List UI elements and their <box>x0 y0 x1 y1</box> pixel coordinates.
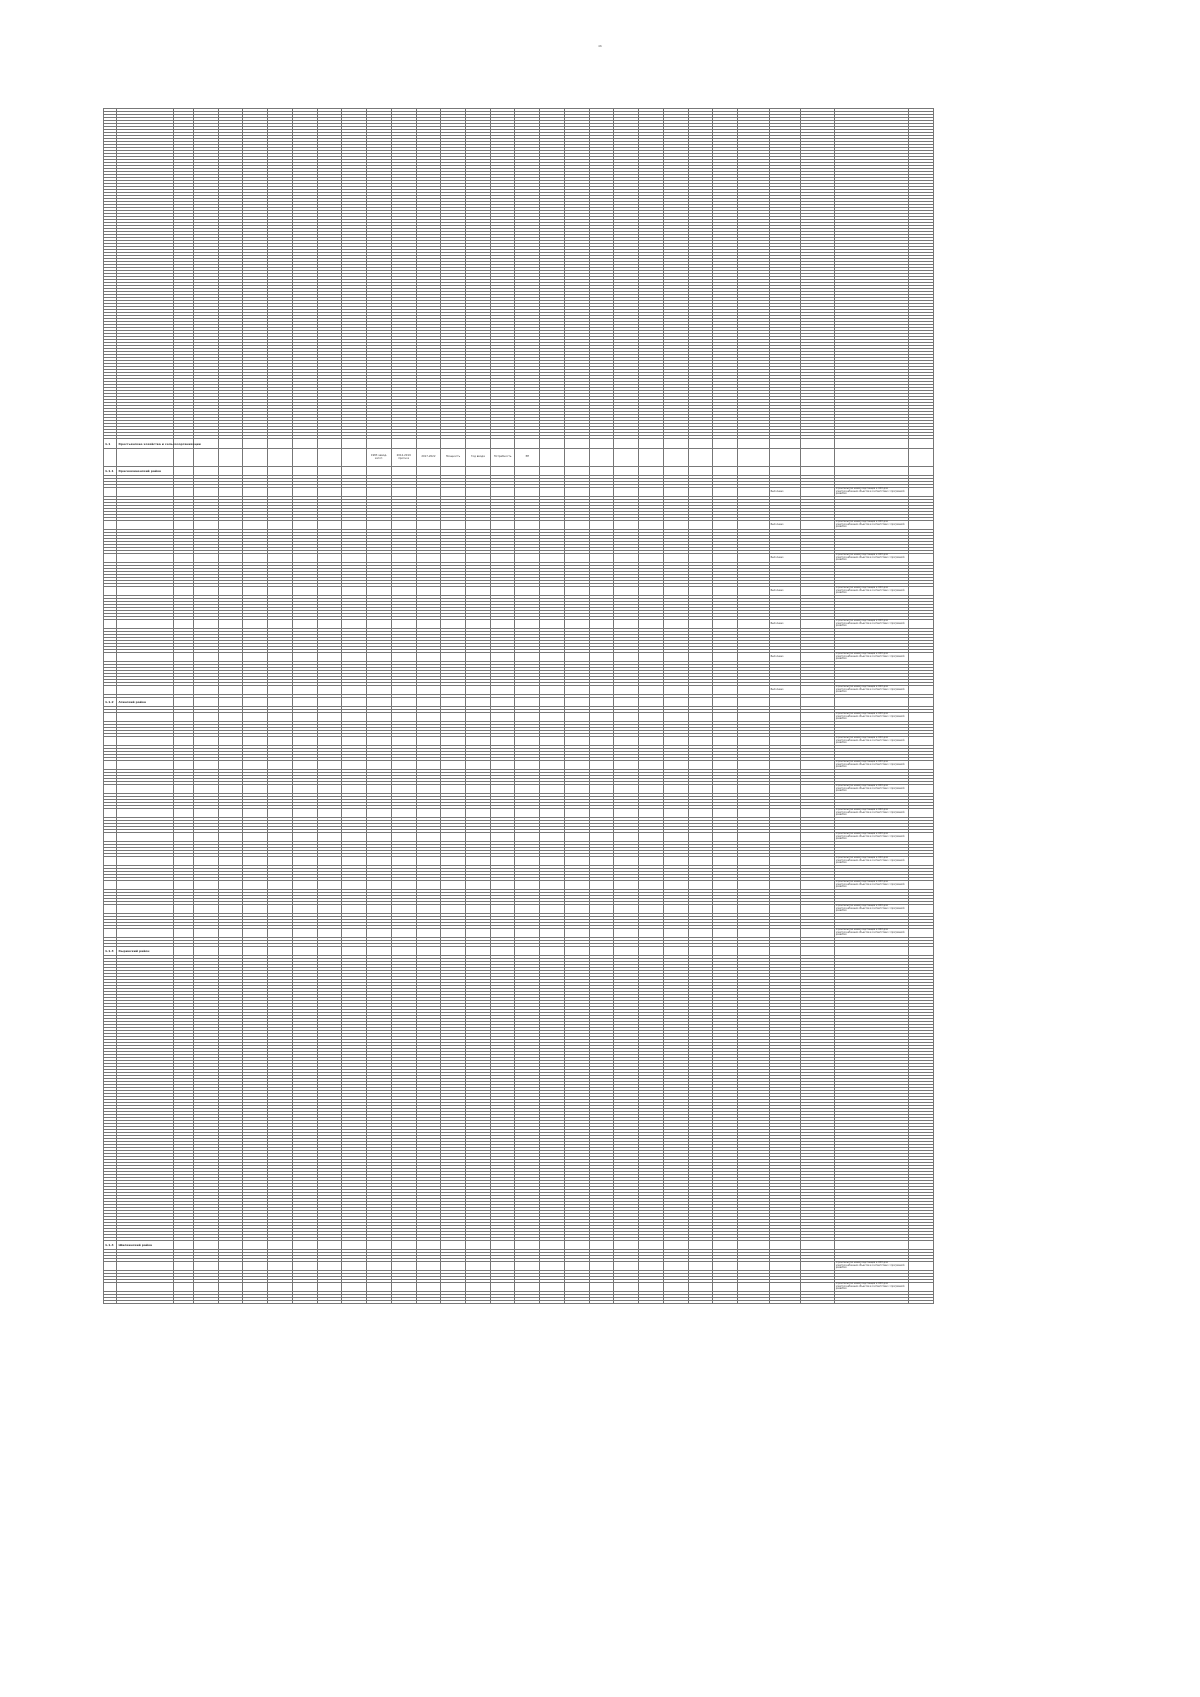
table-cell <box>268 620 293 629</box>
table-cell <box>614 488 639 497</box>
table-cell <box>268 439 293 449</box>
table-cell <box>268 467 293 476</box>
table-cell: Мощность <box>441 449 466 467</box>
table-cell <box>218 449 243 467</box>
table-cell: 2017-2022 <box>416 449 441 467</box>
table-cell <box>909 620 934 629</box>
table-cell <box>515 488 540 497</box>
table-cell <box>909 521 934 530</box>
table-cell <box>243 449 268 467</box>
table-cell <box>416 467 441 476</box>
table-cell: Краснокаменский район <box>117 467 173 476</box>
table-cell: Выполнено <box>769 620 800 629</box>
table-cell <box>441 554 466 563</box>
table-cell <box>738 587 769 596</box>
table-cell <box>218 439 243 449</box>
table-cell <box>614 587 639 596</box>
table-cell <box>367 439 392 449</box>
table-cell <box>540 439 565 449</box>
table-cell <box>834 439 908 449</box>
table-cell <box>515 620 540 629</box>
table-cell: Строительство новой подстанции и ЛЭП для электроснабжения объектов в соответствии с программой развития <box>834 587 908 596</box>
table-cell <box>801 620 835 629</box>
table-cell <box>342 620 367 629</box>
table-cell <box>713 488 738 497</box>
table-cell <box>639 467 664 476</box>
table-cell <box>713 439 738 449</box>
table-cell <box>688 467 713 476</box>
table-cell <box>173 587 193 596</box>
table-cell <box>738 467 769 476</box>
table-cell <box>342 587 367 596</box>
table-cell <box>688 554 713 563</box>
table-cell <box>292 449 317 467</box>
table-cell <box>292 488 317 497</box>
table-cell <box>614 439 639 449</box>
table-cell <box>614 554 639 563</box>
table-cell <box>193 521 218 530</box>
table-cell <box>466 587 491 596</box>
section-row <box>104 439 934 449</box>
table-cell <box>614 521 639 530</box>
table-cell <box>466 620 491 629</box>
table-cell <box>173 620 193 629</box>
table-cell <box>540 554 565 563</box>
table-cell <box>416 554 441 563</box>
table-cell <box>466 554 491 563</box>
table-cell: Выполнено <box>769 521 800 530</box>
table-cell <box>515 467 540 476</box>
table-cell <box>416 620 441 629</box>
table-cell <box>564 620 589 629</box>
spreadsheet-table <box>103 108 934 1686</box>
table-cell <box>416 587 441 596</box>
table-cell <box>268 554 293 563</box>
table-cell <box>391 554 416 563</box>
data-table <box>103 108 934 1304</box>
table-cell: Строительство новой подстанции и ЛЭП для электроснабжения объектов в соответствии с программой развития <box>834 554 908 563</box>
table-cell <box>490 488 515 497</box>
table-cell <box>193 620 218 629</box>
table-cell <box>367 587 392 596</box>
table-cell <box>663 467 688 476</box>
table-cell <box>466 439 491 449</box>
table-cell <box>104 488 117 497</box>
table-cell <box>104 554 117 563</box>
table-cell: Выполнено <box>769 554 800 563</box>
table-cell <box>589 620 614 629</box>
table-cell <box>317 439 342 449</box>
table-cell <box>317 521 342 530</box>
table-cell <box>193 467 218 476</box>
table-cell <box>713 449 738 467</box>
table-cell <box>801 467 835 476</box>
table-cell <box>490 587 515 596</box>
table-cell <box>663 521 688 530</box>
table-cell <box>391 488 416 497</box>
table-cell <box>663 554 688 563</box>
table-cell <box>639 620 664 629</box>
table-cell <box>173 488 193 497</box>
table-cell <box>688 620 713 629</box>
table-cell <box>589 439 614 449</box>
table-cell <box>834 467 908 476</box>
table-cell <box>688 587 713 596</box>
table-cell <box>243 467 268 476</box>
table-cell <box>193 488 218 497</box>
table-cell <box>391 587 416 596</box>
table-cell: 1.1.1 <box>104 467 117 476</box>
table-cell <box>268 488 293 497</box>
table-cell <box>801 488 835 497</box>
table-cell <box>589 521 614 530</box>
table-cell: Строительство новой подстанции и ЛЭП для электроснабжения объектов в соответствии с программой развития <box>834 620 908 629</box>
table-cell <box>564 521 589 530</box>
table-cell: Выполнено <box>769 587 800 596</box>
table-cell <box>292 467 317 476</box>
table-cell <box>342 521 367 530</box>
table-cell <box>490 521 515 530</box>
table-row <box>104 488 934 497</box>
table-cell <box>466 488 491 497</box>
table-cell <box>104 521 117 530</box>
table-cell <box>117 554 173 563</box>
table-cell: 2014-2019 прогноз <box>391 449 416 467</box>
table-cell <box>801 449 835 467</box>
table-cell <box>292 587 317 596</box>
table-cell <box>193 587 218 596</box>
table-cell <box>713 467 738 476</box>
table-cell <box>614 449 639 467</box>
table-cell <box>218 554 243 563</box>
table-cell <box>490 467 515 476</box>
table-cell <box>738 439 769 449</box>
table-cell <box>342 488 367 497</box>
table-cell <box>441 488 466 497</box>
table-cell <box>769 449 800 467</box>
table-cell <box>639 587 664 596</box>
table-cell <box>342 554 367 563</box>
table-cell <box>104 449 117 467</box>
table-cell <box>801 439 835 449</box>
table-cell: Крестьянские хозяйства и сельхозорганизации <box>117 439 173 449</box>
table-cell: 1983 завод-изгот. <box>367 449 392 467</box>
table-cell <box>104 620 117 629</box>
table-cell <box>367 620 392 629</box>
table-cell <box>801 521 835 530</box>
table-cell <box>218 620 243 629</box>
table-cell <box>117 488 173 497</box>
table-cell <box>589 449 614 467</box>
table-cell <box>342 449 367 467</box>
table-cell <box>713 554 738 563</box>
table-cell <box>117 449 173 467</box>
table-cell <box>564 554 589 563</box>
table-cell <box>769 439 800 449</box>
table-cell <box>342 439 367 449</box>
table-cell <box>317 620 342 629</box>
table-cell <box>540 449 565 467</box>
table-cell: Строительство новой подстанции и ЛЭП для электроснабжения объектов в соответствии с программой развития <box>834 521 908 530</box>
table-cell <box>564 439 589 449</box>
table-cell <box>218 587 243 596</box>
table-cell <box>342 467 367 476</box>
table-cell <box>663 449 688 467</box>
table-cell <box>801 587 835 596</box>
table-cell <box>909 439 934 449</box>
table-cell <box>441 467 466 476</box>
table-cell <box>117 521 173 530</box>
table-cell <box>367 467 392 476</box>
table-cell <box>268 521 293 530</box>
table-cell <box>614 467 639 476</box>
table-cell <box>441 587 466 596</box>
table-cell <box>713 587 738 596</box>
table-cell <box>441 620 466 629</box>
table-cell <box>243 587 268 596</box>
table-cell <box>173 449 193 467</box>
table-cell <box>540 467 565 476</box>
table-cell <box>909 467 934 476</box>
table-cell <box>218 488 243 497</box>
table-cell <box>738 554 769 563</box>
table-cell <box>317 488 342 497</box>
table-cell <box>589 554 614 563</box>
table-cell <box>540 521 565 530</box>
table-cell <box>589 587 614 596</box>
table-cell <box>614 620 639 629</box>
table-cell <box>639 521 664 530</box>
table-cell <box>688 521 713 530</box>
table-cell <box>639 554 664 563</box>
table-cell <box>193 449 218 467</box>
table-cell <box>490 554 515 563</box>
table-cell <box>688 488 713 497</box>
table-cell <box>193 554 218 563</box>
table-cell: Год ввода <box>466 449 491 467</box>
table-cell <box>292 620 317 629</box>
table-cell <box>909 449 934 467</box>
table-cell <box>218 521 243 530</box>
table-cell <box>268 587 293 596</box>
table-cell <box>589 467 614 476</box>
table-cell: Потребность <box>490 449 515 467</box>
table-cell <box>639 449 664 467</box>
table-cell <box>564 467 589 476</box>
table-cell <box>441 439 466 449</box>
table-cell <box>663 620 688 629</box>
table-cell <box>173 554 193 563</box>
table-row <box>104 521 934 530</box>
table-cell <box>243 554 268 563</box>
table-cell <box>367 554 392 563</box>
page-number: 46 <box>598 44 602 48</box>
table-cell <box>317 449 342 467</box>
table-cell <box>490 620 515 629</box>
table-cell <box>909 587 934 596</box>
table-cell <box>564 587 589 596</box>
table-cell <box>738 620 769 629</box>
table-cell <box>292 439 317 449</box>
section-row <box>104 467 934 476</box>
table-cell <box>317 467 342 476</box>
table-cell <box>515 587 540 596</box>
table-cell <box>466 467 491 476</box>
table-cell <box>769 467 800 476</box>
table-cell <box>292 521 317 530</box>
table-cell <box>416 488 441 497</box>
table-cell <box>391 620 416 629</box>
table-cell <box>243 521 268 530</box>
table-cell <box>738 449 769 467</box>
table-cell <box>416 521 441 530</box>
table-cell <box>367 521 392 530</box>
table-cell <box>663 439 688 449</box>
table-row <box>104 620 934 629</box>
table-cell <box>688 439 713 449</box>
table-cell <box>738 488 769 497</box>
table-cell <box>801 554 835 563</box>
table-cell: ЭП <box>515 449 540 467</box>
header-row <box>104 449 934 467</box>
table-cell <box>515 439 540 449</box>
table-cell: Выполнено <box>769 488 800 497</box>
table-cell <box>441 521 466 530</box>
table-cell <box>515 521 540 530</box>
table-row <box>104 554 934 563</box>
table-cell <box>173 467 193 476</box>
table-cell <box>589 488 614 497</box>
table-cell <box>540 488 565 497</box>
table-cell <box>117 620 173 629</box>
table-cell <box>391 467 416 476</box>
table-cell <box>173 521 193 530</box>
table-cell <box>564 488 589 497</box>
table-cell <box>663 587 688 596</box>
table-cell <box>243 488 268 497</box>
table-cell <box>688 449 713 467</box>
table-cell <box>391 439 416 449</box>
table-cell <box>218 467 243 476</box>
table-cell <box>540 587 565 596</box>
table-cell <box>564 449 589 467</box>
table-cell <box>367 488 392 497</box>
table-row <box>104 587 934 596</box>
table-cell <box>490 439 515 449</box>
table-cell <box>292 554 317 563</box>
table-cell <box>639 488 664 497</box>
table-cell <box>713 620 738 629</box>
table-cell <box>466 521 491 530</box>
table-cell <box>391 521 416 530</box>
table-cell: 1.1 <box>104 439 117 449</box>
table-cell <box>317 554 342 563</box>
table-cell <box>243 439 268 449</box>
table-cell <box>268 449 293 467</box>
table-cell <box>834 449 908 467</box>
table-cell <box>663 488 688 497</box>
table-cell <box>639 439 664 449</box>
table-cell <box>909 554 934 563</box>
table-cell <box>243 620 268 629</box>
table-cell: Строительство новой подстанции и ЛЭП для электроснабжения объектов в соответствии с программой развития <box>834 488 908 497</box>
table-cell <box>738 521 769 530</box>
table-cell <box>540 620 565 629</box>
table-cell <box>416 439 441 449</box>
table-cell <box>713 521 738 530</box>
table-cell <box>515 554 540 563</box>
table-cell <box>909 488 934 497</box>
table-cell <box>117 587 173 596</box>
table-cell <box>104 587 117 596</box>
table-cell <box>317 587 342 596</box>
